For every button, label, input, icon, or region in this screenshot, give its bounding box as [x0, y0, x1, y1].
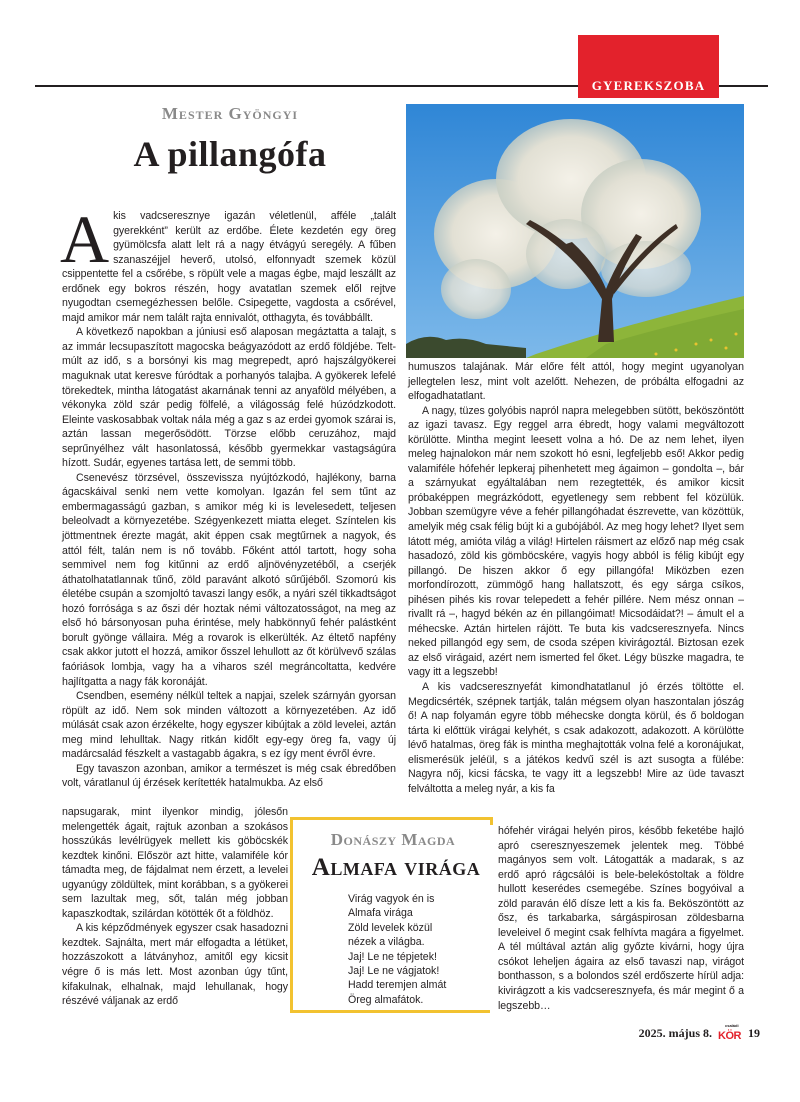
poem-line: Jaj! Le ne tépjetek!	[348, 950, 437, 963]
issue-date: 2025. május 8.	[638, 1026, 712, 1040]
paragraph: Egy tavaszon azonban, amikor a természet is még csak ébredőben volt, váratlanul új érzések kerítették hatalmukba. Az első	[62, 762, 396, 790]
tree-photo	[406, 104, 744, 358]
drop-cap: A	[60, 201, 110, 277]
article-column-left-narrow	[62, 805, 288, 1009]
paragraph: napsugarak, mint ilyenkor mindig, jólesőn melengették ágait, rajtuk azonban a szokásos hosszúkás levélrügyek mellett kis göböcskék kezdtek kinőni. Először azt hitte, valamiféle kór támadta meg, de fájdalmat nem érzett, a levelei ugyanúgy zöldültek, mint korábban, s a gyökerei sem lazultak meg, sőt, talán még jobban kapaszkodtak, szilárdan kötötték őt a földhöz.	[62, 806, 288, 920]
paragraph: A kis vadcseresznyefát kimondhatatlanul jó érzés töltötte el. Megdicsérték, szépnek tartják, talán mégsem olyan haszontalan jószág ő! A nap folyamán egyre több méhecske dongta körül, és ő boldogan tárta ki előttük virágai kelyhét, s csak adakozott, adakozott. A körülötte lévő hatalmas, öreg fák is mintha meghajtották volna felé a koronájukat, elismerésük jeléül, s a játékos kedvű szél is azt susogta a fülébe: Nagyra nőj, kicsi fácska, te vagy itt a legszebb! Mire az üde tavaszt felváltotta a meleg nyár, a kis fa	[408, 681, 744, 795]
article-column-left	[60, 201, 396, 791]
paragraph: humuszos talajának. Már előre félt attól, hogy megint ugyanolyan jellegtelen lesz, mint volt azelőtt. Nehezen, de próbálta elfogadni az elfogadhatatlant.	[408, 361, 744, 403]
poem-title: Almafa virága	[311, 854, 481, 881]
poem-line: nézek a világba.	[348, 936, 425, 949]
poem-line: Hadd teremjen almát	[348, 979, 447, 992]
header-rule-right	[718, 85, 768, 87]
poem-line: Zöld levelek közül	[348, 921, 433, 934]
paragraph: A kis képződmények egyszer csak hasadozni kezdtek. Sajnálta, mert már elfogadta a létüket, hozzászokott a látványhoz, amitől egy kicsit végre ő is más lett. Most azonban úgy tűnt, kifakulnak, elhalnak, majd lehullanak, hogy részévé váljanak az erdő	[62, 922, 288, 1008]
poem-lines	[348, 892, 446, 1007]
paragraph	[60, 201, 396, 325]
logo-text: KÖR	[718, 1029, 741, 1042]
page-number: 19	[748, 1026, 760, 1040]
blossoming-tree-image	[406, 104, 744, 358]
paragraph: A következő napokban a júniusi eső alaposan megáztatta a talajt, s az immár lecsupaszított magocska beágyazódott az erdő földjébe. Telt-múlt az idő, s a borsónyi kis mag megrepedt, apró hajszálgyökerei maguknak utat keresve fúródtak a porhanyós talajba. A gyökerek lefelé törekedtek, mintha látogatást akarnának tenni az anyaföld mélyében, a vékonyka zöld szár pedig fölfelé, a világosság felé húzódzkodott. Eleinte vaskosabbak voltak nála még a gaz s az erdei gyomok szárai is, aztán lassan megerősödött. Törzse előbb ceruzához, majd seprűnyélhez vált hasonlatossá, később gyermekkar vastagságúra hízott. Sudár, egyenes tartása lett, de semmi több.	[62, 326, 396, 470]
poem-line: Almafa virága	[348, 907, 413, 920]
logo-subtitle: családi	[725, 1022, 739, 1028]
poem-line: Jaj! Le ne vágjatok!	[348, 965, 440, 978]
article-author: Mester Gyöngyi	[161, 104, 299, 123]
paragraph: Csendben, esemény nélkül teltek a napjai, szelek szárnyán gyorsan röpült az idő. Nem sok minden változott a környezetében. Az idő múlását csak azon érzékelte, hogy egyszer kibújtak a zöld levelei, aztán meg mind lehulltak. Nagy ritkán kidőlt egy-egy öreg fa, vagy új madárcsalád fészkelt a vastagabb ágakra, s ez így ment évről évre.	[62, 690, 396, 761]
section-tag-label: GYEREKSZOBA	[591, 78, 706, 93]
article-column-right-narrow	[498, 824, 744, 1013]
header-rule	[35, 85, 580, 87]
poem-author: Donászy Magda	[330, 830, 456, 849]
section-tag	[578, 35, 719, 98]
poem-line: Öreg almafátok.	[348, 993, 424, 1006]
magazine-logo	[718, 1022, 742, 1042]
poem-box	[290, 817, 490, 1013]
poem-line: Virág vagyok én is	[348, 893, 435, 905]
paragraph: A nagy, tüzes golyóbis napról napra melegebben sütött, beköszöntött az igazi tavasz. Egy reggel arra ébredt, hogy valami megváltozott körülötte. Mintha megint leesett volna a hó. De az nem lehet, ilyen meleg hajnalokon már nem szokott hó esni, legfeljebb eső! Akkor pedig valamiféle hófehér lepkeraj pihenhetett meg ágaimon – gondolta –, bár a szárnyukat egyáltalában nem rezegtették, és amikor kicsit próbaképpen megrázkódott, egyetlenegy sem rebbent fel közülük. Jobban szemügyre véve a fehér pillangóhadat észrevette, van közöttük, amelyik még csak félig bújt ki a gubójából. Az meg hogy lehet? Ilyet sem látott még, amióta világ a világ! Hirtelen ráismert az előző nap még csak hasadozó, zöld kis gömböcskére, vagyis hogy abból is félig kibújt egy pillangó. De hiszen akkor ő egy pillangófa! Miközben ezen morfondírozott, zümmögő hang hallatszott, és egy sárga csíkos, pihésen pihés kis rovar telepedett a fehér pillére. Nem mész onnan – rivallt rá –, hagyd békén az én pillangóimat! Micsodáidat?! – ámult el a méhecske. Aztán hirtelen rájött. Te buta kis vadcseresznyefa. Nincs neked pillangód egy sem, de csoda szépen kivirágoztál. Biztosan ezek az első virágaid, azért nem ismerted fel őket. Légy büszke magadra, te vagy itt a legszebb!	[408, 404, 744, 679]
paragraph: Csenevész törzsével, összevissza nyújtózkodó, hajlékony, barna ágacskáival senki nem vette komolyan. Igazán fel sem tűnt az embermagasságú gazban, s amikor még ki is levelesedett, teljesen beleolvadt a környezetébe. Szégyenkezett miatta eleget. Színtelen kis jöttmentnek érezte magát, akit éppen csak megtűrnek a nagyok, és attól félt, talán nem is nő tovább. Főként attól tartott, hogy soha semmivel nem fog kitűnni az erdő aljnövényzetéből, a cserjék áthatolhatatlannak tűnő, zöld paravánt alkotó sűrűjéből. Szomorú kis életébe csupán a szomjoltó tavaszi langy esők, a nyári szél tikkadtságot hozó forrósága s az őszi dér hoztak némi változatosságot, na meg az első hó bársonyosan puha érintése, mely habkönnyű fehér palástként borult gyönge vállaira. Még a rovarok is elkerülték. Az éltető napfény csak akkor jutott el hozzá, amikor ősszel lehullott az őt körülvevő szálas faóriások lombja, vagy ha a viharos szél megráncoltatta, kedvére hajlítgatta a nagy fák koronáját.	[62, 471, 396, 688]
page-footer	[638, 1022, 760, 1042]
paragraph-text: kis vadcseresznye igazán véletlenül, afféle „talált gyerekként” került az erdőbe. Élete kezdetén egy öreg gyümölcsfa alatt lelt rá a nagy étvágyú seregély. A fűben szanaszéjjel heverő, utolsó, elfonnyadt szemek közül csippentette fel a csőrébe, s röpült vele a magas égbe, majd leszállt az erdőnek egy bokros részén, hogy avatatlan szemek elől rejtve nyugodtan csemegézhessen belőle. Csipegette, vagdosta a csőrével, majd amikor már nem talált rajta ennivalót, otthagyta, és továbbállt.	[62, 210, 396, 324]
article-title: A pillangófa	[133, 134, 327, 174]
poem-box-corner	[490, 817, 493, 825]
article-column-right	[408, 360, 744, 796]
paragraph: hófehér virágai helyén piros, később feketébe hajló apró cseresznyeszemek jelentek meg. Többé magányos sem volt. Látogatták a madarak, s az erdő apró rágcsálói is bele-belekóstoltak a földre hullott keserédes csemegébe. Színes bogyóival a zöld paraván élő dísze lett a kis fa. Beköszöntött az ősz, és tarkabarka, sárgáspirosan zöldesbarna leveleivel ő megint csak felhívta magára a figyelmet. A tél múltával aztán alig győzte kivárni, hogy újra csókot leheljen ágaira az első tavaszi nap, virágot bonthasson, s a bolondos szél erdőszerte hírül adja: kivirágzott a kis vadcseresznyefa, és már megint ő a legszebb…	[498, 825, 744, 1012]
